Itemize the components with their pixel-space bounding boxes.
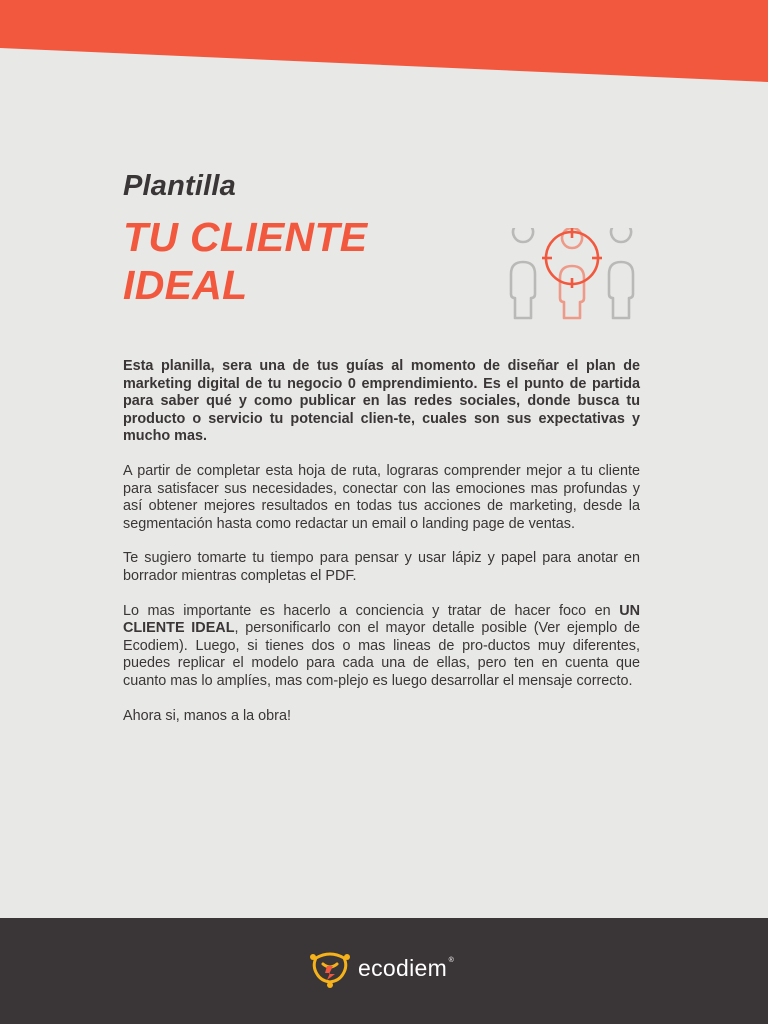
registered-mark: ®	[448, 956, 455, 964]
brand-name-text: ecodiem	[358, 954, 448, 981]
page-subtitle: Plantilla	[123, 170, 236, 202]
target-audience-icon	[505, 228, 641, 322]
paragraph-4-highlight: UN CLIENTE IDEAL	[123, 602, 640, 637]
top-accent-band	[0, 0, 768, 90]
paragraph-4-end: , personificarlo con el mayor detalle posible (Ver ejemplo de Ecodiem). Luego, si tienes dos o mas lineas de pro-ductos muy diferentes, puedes replicar el modelo para cada una de ellas, pero ten en cuenta que cuanto mas lo amplíes, mas com-plejo es luego desarrollar el mensaje correcto.	[123, 620, 640, 689]
page-title-line-1: TU CLIENTE	[123, 214, 368, 260]
closing-paragraph: Ahora si, manos a la obra!	[123, 707, 291, 724]
paragraph-4-start: Lo mas importante es hacerlo a conciencia y tratar de hacer foco en	[123, 602, 620, 619]
paragraph-2: A partir de completar esta hoja de ruta, lograras comprender mejor a tu cliente para satisfacer sus necesidades, conectar con las emociones mas profundas y así obtener mejores resultados en todas tus acciones de marketing, desde la segmentación hasta como redactar un email o landing page de ventas.	[123, 462, 640, 532]
ecodiem-logo	[308, 948, 455, 988]
intro-paragraph: Esta planilla, sera una de tus guías al momento de diseñar el plan de marketing digital de tu negocio 0 emprendimiento. Es el punto de partida para saber qué y como publicar en las redes sociales, donde busca tu producto o servicio tu potencial clien-te, cuales son sus expectativas y mucho mas.	[123, 358, 640, 445]
brand-name	[358, 954, 455, 982]
body-text	[123, 358, 640, 742]
paragraph-3: Te sugiero tomarte tu tiempo para pensar y usar lápiz y papel para anotar en borrador mientras completas el PDF.	[123, 550, 640, 584]
ecodiem-logo-icon	[308, 948, 352, 988]
paragraph-4	[123, 603, 640, 691]
page-title-line-2: IDEAL	[123, 262, 248, 308]
